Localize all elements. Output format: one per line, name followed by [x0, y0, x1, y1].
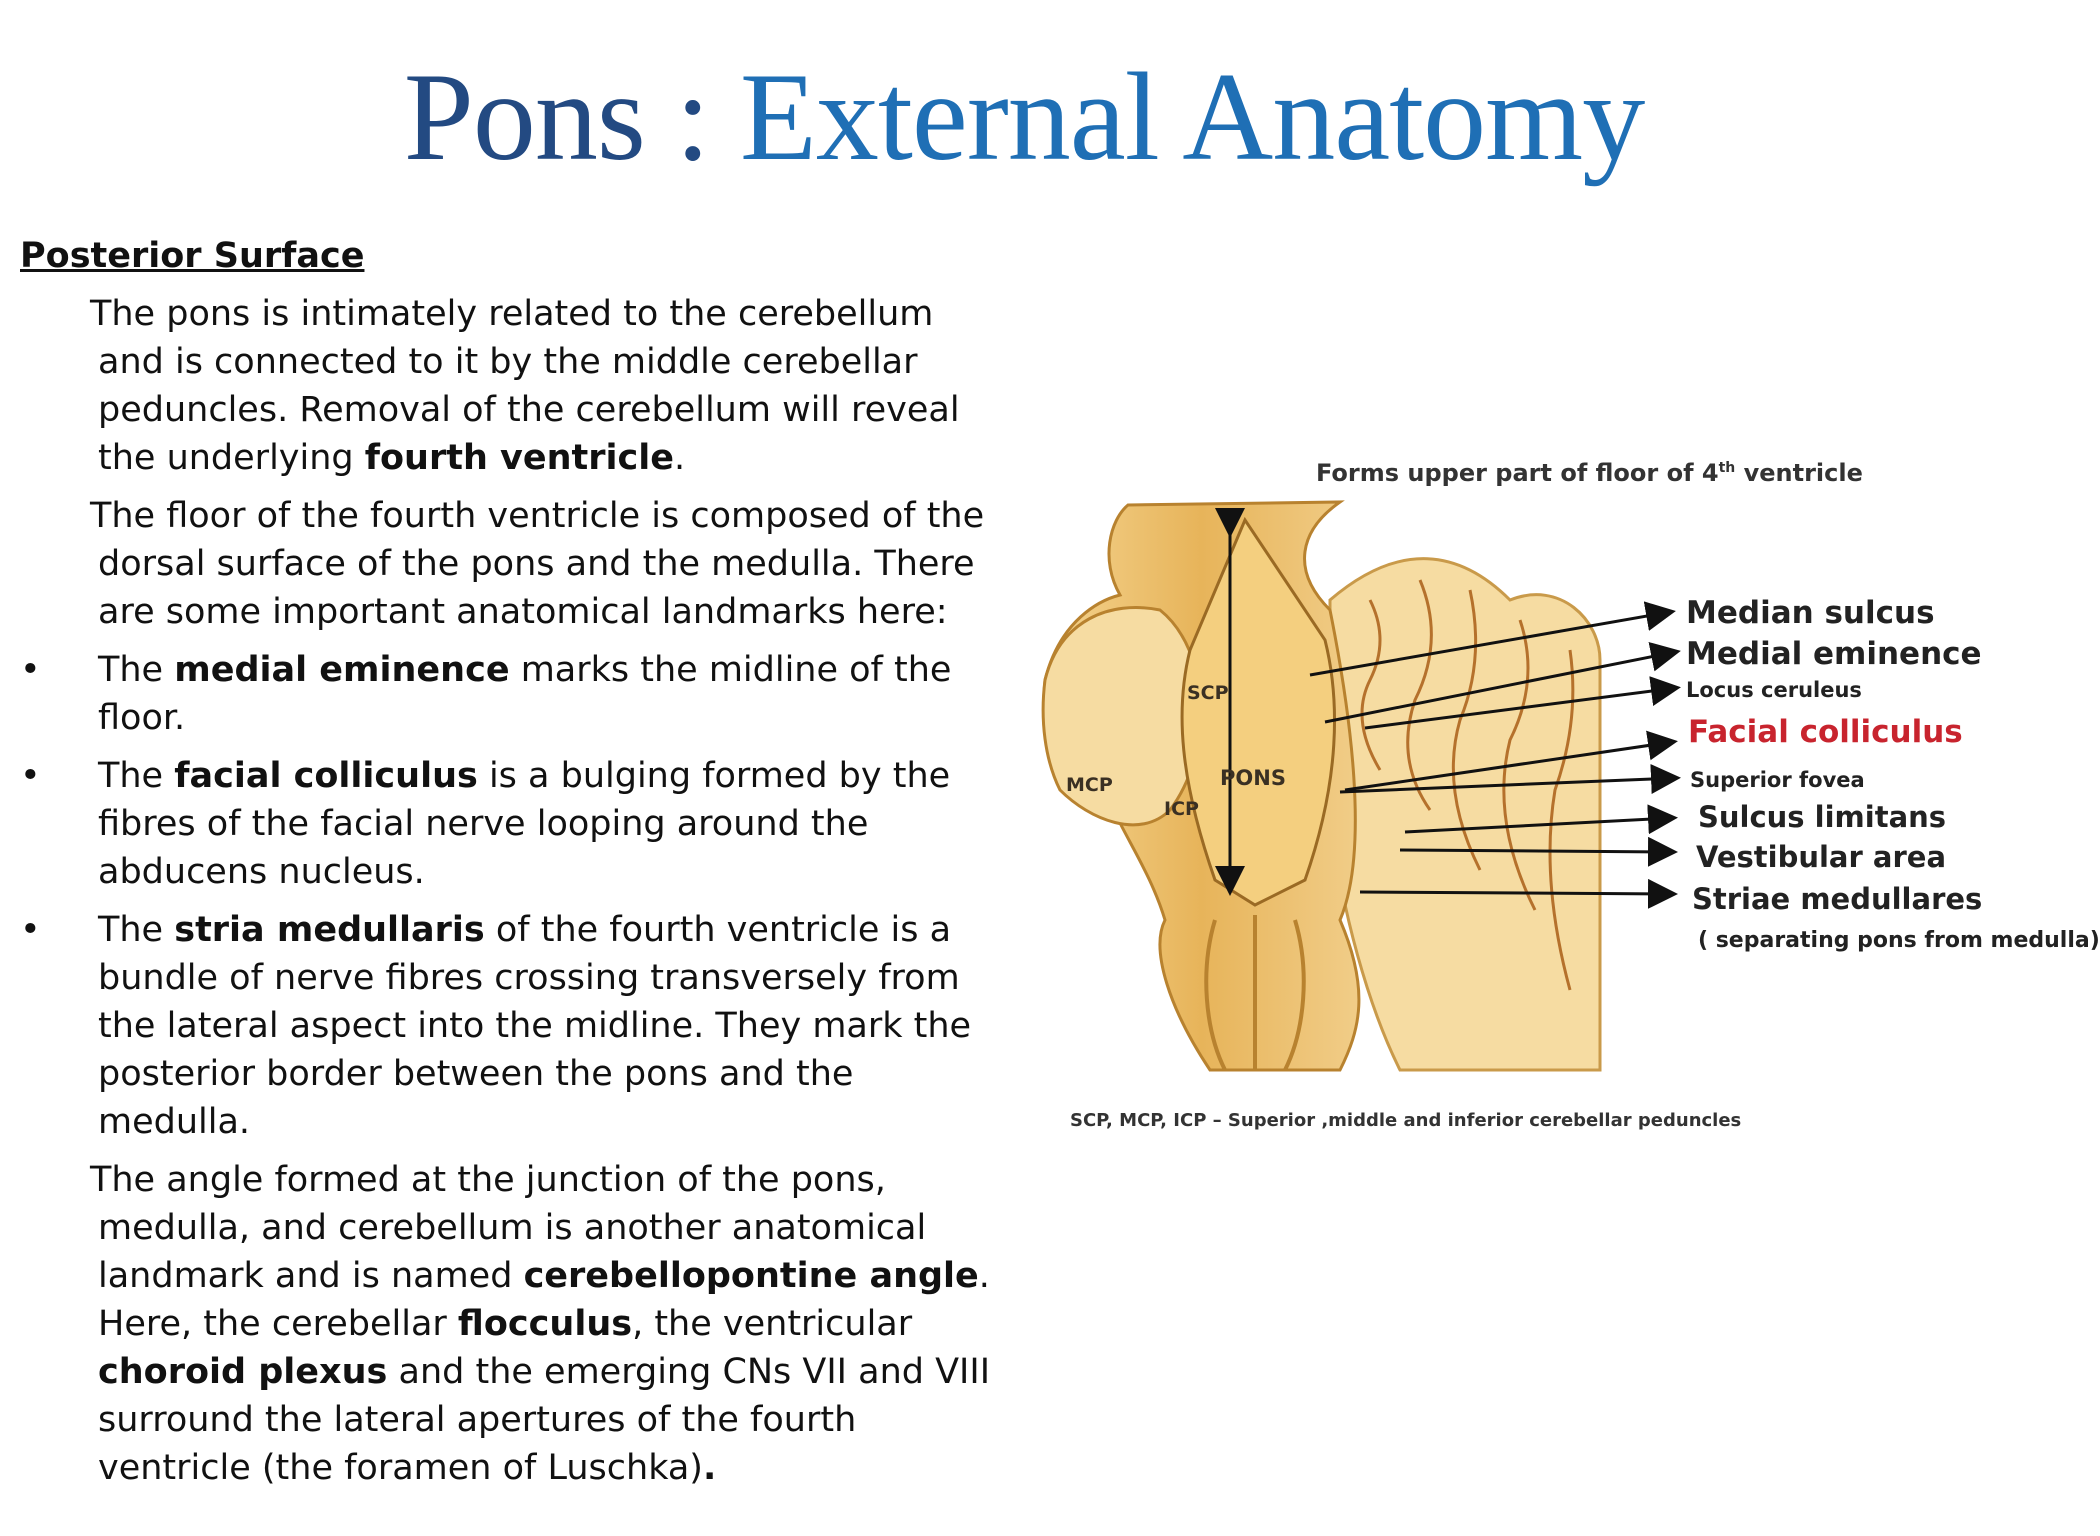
p3-bold-term: flocculus: [457, 1304, 633, 1344]
paragraph-3: [20, 1156, 1010, 1492]
caption-top-sup: th: [1718, 460, 1736, 476]
slide-title: [0, 48, 2048, 187]
p3-text: The angle formed at the junction of the pons, medulla, and cerebellum is another anatomical landmark and is named: [90, 1160, 927, 1296]
bullet-item: [20, 752, 1010, 896]
brainstem-figure: [1040, 450, 2100, 1150]
label-locus-ceruleus: Locus ceruleus: [1686, 678, 1862, 702]
bullet-symbol: •: [20, 910, 41, 950]
bullet-text: The: [98, 650, 175, 690]
bullet-term: facial colliculus: [174, 756, 478, 796]
p3-text: . Here, the cerebellar: [98, 1256, 990, 1344]
p3-bold-term: cerebellopontine angle: [523, 1256, 979, 1296]
p3-bold-term: choroid plexus: [98, 1352, 388, 1392]
paragraph-1: [20, 290, 1010, 482]
bullet-term: medial eminence: [174, 650, 510, 690]
p3-end: .: [702, 1448, 717, 1488]
bullet-symbol: •: [20, 756, 41, 796]
bullet-term: stria medullaris: [174, 910, 485, 950]
figure-caption-bottom: SCP, MCP, ICP – Superior ,middle and inferior cerebellar peduncles: [1070, 1110, 1742, 1131]
paragraph-2: The floor of the fourth ventricle is composed of the dorsal surface of the pons and the medulla. There are some important anatomical landmarks here:: [90, 496, 985, 632]
body-text: [20, 232, 1010, 1502]
caption-top-text-end: ventricle: [1735, 459, 1863, 487]
p3-text: , the ventricular: [632, 1304, 913, 1344]
label-striae-note: ( separating pons from medulla): [1698, 928, 2100, 953]
p3-text: and the emerging CNs VII and VIII surround the lateral apertures of the fourth ventricle (the foramen of Luschka): [98, 1352, 991, 1488]
p1-end: .: [674, 438, 686, 478]
section-heading: Posterior Surface: [20, 236, 365, 276]
bullet-symbol: •: [20, 650, 41, 690]
title-part2: External Anatomy: [739, 48, 1645, 187]
p1-text: The pons is intimately related to the cerebellum and is connected to it by the middle cerebellar peduncles. Removal of the cerebellum will reveal the underlying: [90, 294, 960, 478]
caption-top-text: Forms upper part of floor of 4: [1316, 459, 1719, 487]
bullet-item: [20, 646, 1010, 742]
label-striae-medullares: Striae medullares: [1692, 882, 1983, 916]
bullet-text: marks the midline of the floor.: [98, 650, 952, 738]
bullet-text: is a bulging formed by the fibres of the facial nerve looping around the abducens nucleus.: [98, 756, 951, 892]
pons-label: PONS: [1220, 766, 1286, 790]
bullet-text: The: [98, 910, 175, 950]
label-facial-colliculus: Facial colliculus: [1688, 714, 1963, 750]
label-vestibular-area: Vestibular area: [1696, 840, 1947, 874]
bullet-text: The: [98, 756, 175, 796]
label-superior-fovea: Superior fovea: [1690, 768, 1865, 792]
icp-label: ICP: [1164, 798, 1199, 820]
label-sulcus-limitans: Sulcus limitans: [1698, 800, 1947, 834]
mcp-label: MCP: [1066, 774, 1113, 796]
bullet-item: [20, 906, 1010, 1146]
scp-label: SCP: [1187, 682, 1229, 704]
cerebellum-cut-surface: [1330, 559, 1600, 1070]
p1-bold-term: fourth ventricle: [364, 438, 674, 478]
title-part1: Pons :: [403, 48, 740, 187]
bullet-text: of the fourth ventricle is a bundle of nerve fibres crossing transversely from the lateral aspect into the midline. They mark the posterior border between the pons and the medulla.: [98, 910, 972, 1142]
label-median-sulcus: Median sulcus: [1686, 595, 1935, 631]
label-medial-eminence: Medial eminence: [1686, 636, 1982, 672]
